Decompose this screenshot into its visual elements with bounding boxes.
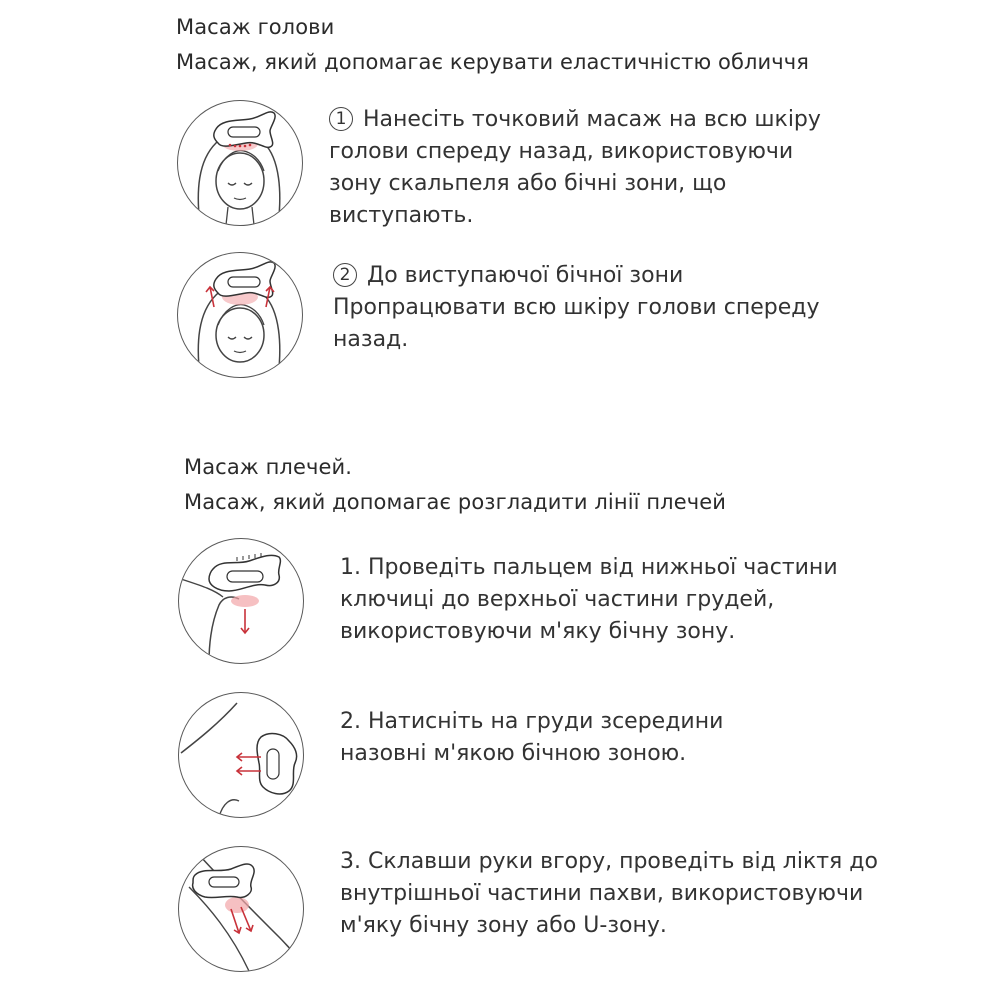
shoulder-step-2 [340, 706, 723, 770]
underarm-massage-icon [178, 846, 304, 972]
head-step-1 [329, 104, 821, 232]
head-section-header [176, 10, 809, 80]
shoulder-step-1 [340, 552, 838, 648]
step-text-line: ключиці до верхньої частини грудей, [340, 587, 775, 612]
step-text-line: Пропрацювати всю шкіру голови спереду [333, 295, 820, 320]
head-massage-side-zone-icon [177, 252, 303, 378]
step-text-line: 2. Натисніть на груди зсередини [340, 709, 724, 734]
step-number-marker: 1 [329, 107, 353, 131]
step-number-marker: 2 [333, 263, 357, 287]
step-text-line: голови спереду назад, використовуючи [329, 139, 794, 164]
step-text-line: виступають. [329, 203, 474, 228]
shoulder-section-header [184, 450, 726, 520]
step-text-line: назад. [333, 327, 409, 352]
step-text-line: зону скальпеля або бічні зони, що [329, 171, 727, 196]
step-text-line: До виступаючої бічної зони [367, 263, 684, 288]
chest-massage-icon [178, 692, 304, 818]
head-massage-front-icon [177, 100, 303, 226]
shoulder-section-title: Масаж плечей. [184, 455, 353, 479]
head-section-title: Масаж голови [176, 15, 335, 39]
head-section-subtitle: Масаж, який допомагає керувати еластичністю обличчя [176, 50, 810, 74]
step-text-line: 3. Склавши руки вгору, проведіть від ліктя до [340, 849, 878, 874]
step-text-line: назовні м'якою бічною зоною. [340, 741, 687, 766]
step-text-line: м'яку бічну зону або U-зону. [340, 913, 667, 938]
step-text-line: 1. Проведіть пальцем від нижньої частини [340, 555, 838, 580]
head-step-2 [333, 260, 819, 356]
step-text-line: використовуючи м'яку бічну зону. [340, 619, 736, 644]
step-text-line: Нанесіть точковий масаж на всю шкіру [363, 107, 821, 132]
step-text-line: внутрішньої частини пахви, використовуючи [340, 881, 864, 906]
shoulder-step-3 [340, 846, 878, 942]
collarbone-massage-icon [178, 538, 304, 664]
shoulder-section-subtitle: Масаж, який допомагає розгладити лінії плечей [184, 490, 726, 514]
